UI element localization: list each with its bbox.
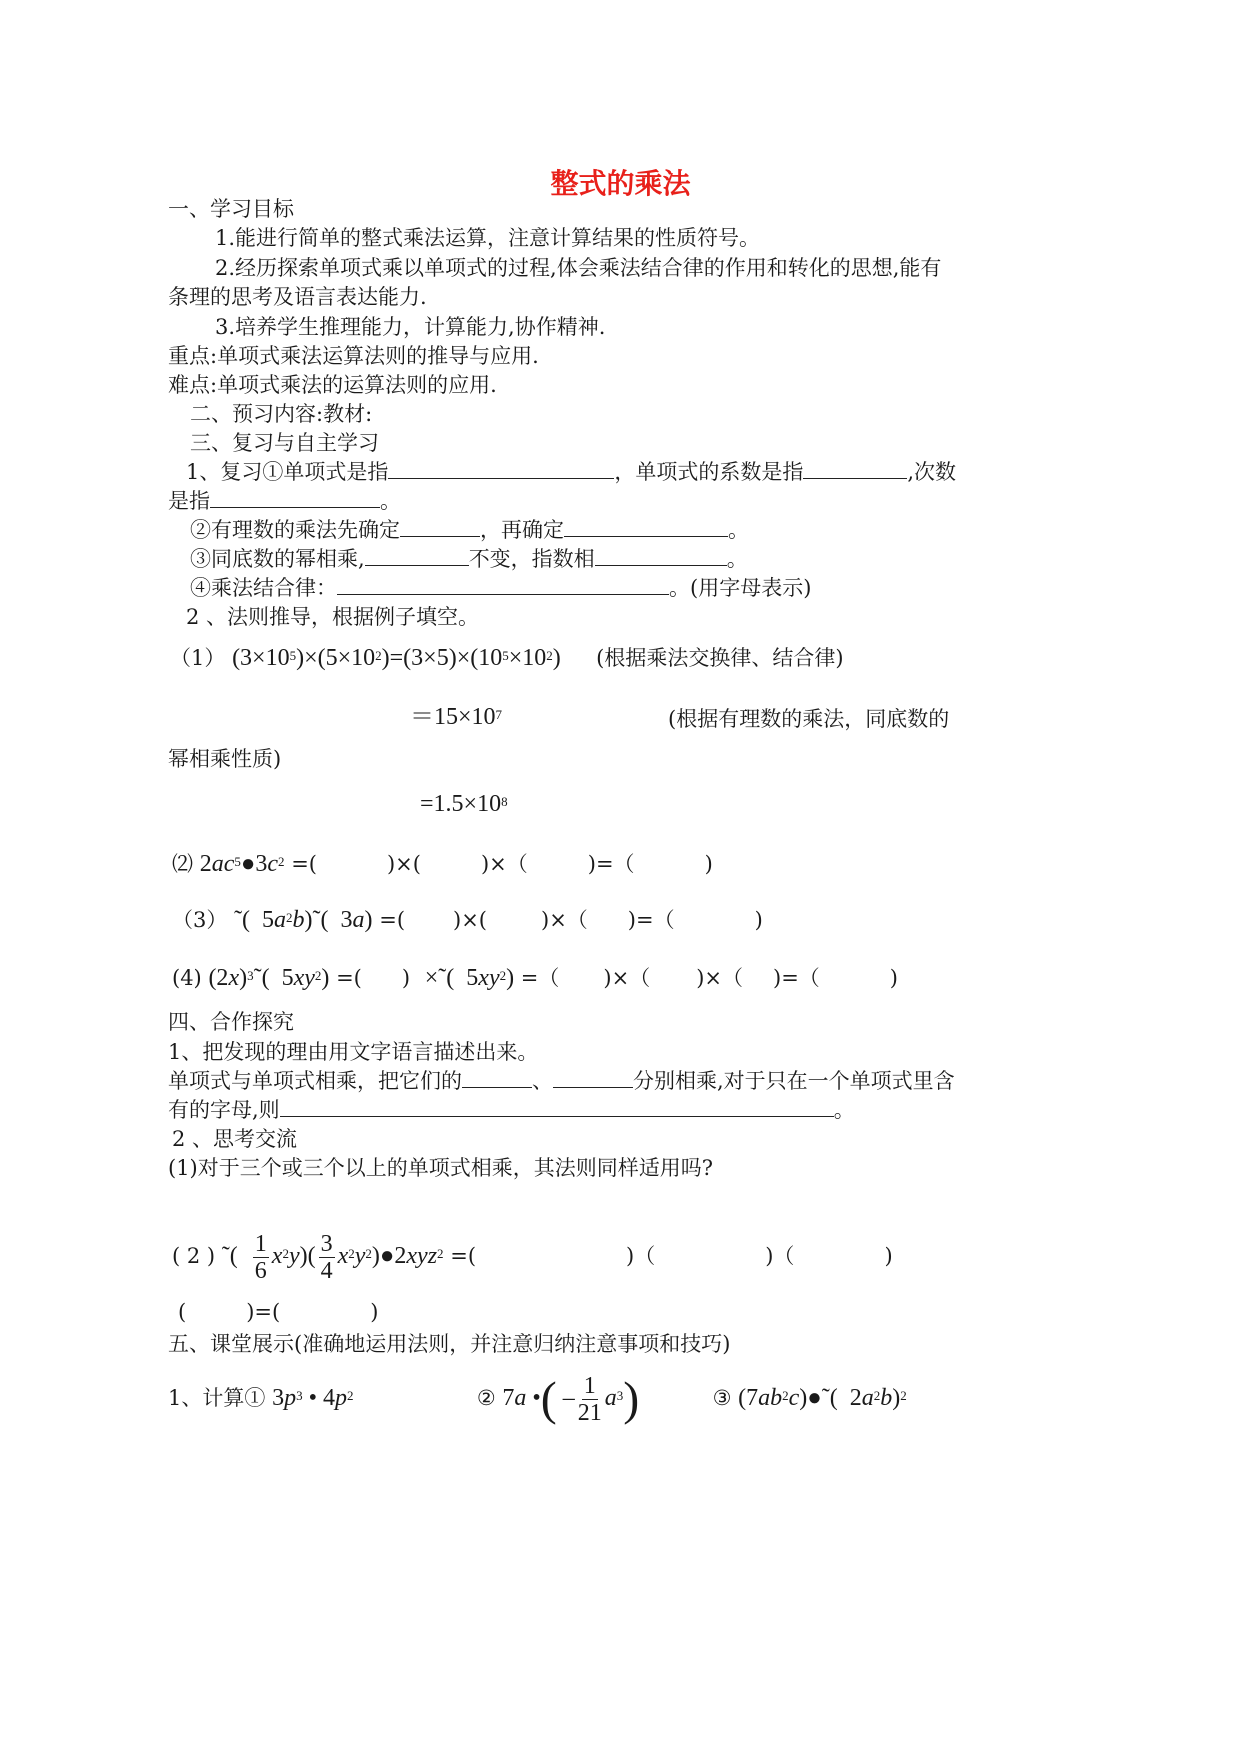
example-3: （3） ˜( $5a^2b)˜$( 3a) =( )×( )×（ )=（ ) (172, 907, 763, 933)
review-1e: 。 (380, 489, 401, 513)
blank-single-letter-rule[interactable] (280, 1096, 834, 1117)
example-1-formula: $(3\times 10^5)\times(5\times 10^2)=(3\times 5)\times(10^5\times 10^2)$ (232, 645, 561, 671)
calc-2-label: ② (476, 1386, 496, 1410)
calc-1-formula: $3p^3$ • $4p^2$ (272, 1385, 354, 1411)
example-1-step3: $=1.5\times 10^8$ (420, 791, 508, 817)
review-4a: ④乘法结合律： (190, 576, 337, 600)
explore-1: 1、把发现的理由用文字语言描述出来。 (168, 1040, 539, 1064)
review-3b: 不变，指数相 (468, 547, 595, 571)
fraction-one-twenty-first: $\frac{1}{21}$ (577, 1373, 602, 1426)
calc-3-formula: $(7ab^2c)●˜$( $2a^2b)^2$ (738, 1385, 907, 1411)
calc-exercises: 1、计算① $3p^3$ • $4p^2$ ② 7a •( – $\frac{1}{21}$ $a^3$) ③ $(7ab^2c)●˜$( $2a^2b)^2$ (168, 1372, 907, 1426)
example-4-formula: $(2x)^3˜$( $5xy^2$) (208, 965, 330, 991)
blank-same-letters[interactable] (553, 1067, 633, 1088)
example-1-step2-note-cont: 幂相乘性质) (168, 747, 282, 771)
example-1-step2-note: (根据有理数的乘法，同底数的 (668, 707, 950, 731)
example-2-formula: $2ac^5●3c^2$ (199, 851, 285, 877)
blank-base[interactable] (365, 545, 469, 566)
explore-3b: 。 (833, 1098, 855, 1122)
explore-2c: 分别相乘,对于只在一个单项式里含 (633, 1069, 955, 1093)
blank-value[interactable] (564, 516, 728, 537)
blank-associative-law[interactable] (337, 574, 669, 595)
section1-heading: 一、学习目标 (168, 197, 294, 221)
review-line-2 (190, 516, 749, 544)
review-1-degree: ,次数 (907, 460, 957, 484)
explore-rule-line (168, 1067, 955, 1095)
review-2b: ，再确定 (480, 518, 564, 542)
example-3-formula: ˜( $5a^2b)˜$( 3a) (234, 907, 373, 933)
explore-2b: 、 (532, 1069, 553, 1093)
review-line-3 (190, 545, 748, 573)
goal-3: 3.培养学生推理能力，计算能力,协作精神. (215, 315, 606, 339)
example-2: ⑵ $2ac^5●3c^2$ =( )×( )×（ )=（ ) (172, 851, 713, 877)
section4-heading: 四、合作探究 (168, 1010, 294, 1034)
review-1d: 是指 (168, 489, 210, 513)
goal-2: 2.经历探索单项式乘以单项式的过程,体会乘法结合律的作用和转化的思想,能有 (215, 256, 942, 280)
document-title: 整式的乘法 (550, 167, 691, 200)
section3-heading: 三、复习与自主学习 (190, 431, 379, 455)
rule-derivation: 2 、法则推导，根据例子填空。 (186, 605, 480, 629)
section2-heading: 二、预习内容:教材: (190, 402, 373, 426)
review-line-1-cont (168, 487, 401, 515)
calc-label: 1、计算① (168, 1386, 266, 1410)
review-1-label: 1、复习①单项式是指 (186, 460, 389, 484)
review-4b: 。(用字母表示) (669, 576, 812, 600)
review-line-1 (186, 458, 956, 486)
review-line-4 (190, 574, 811, 602)
think-q2: ( 2 ) ˜( $\frac{1}{6}$ $x^2y$)( $\frac{3}{4}$ $x^2y^2)●2xyz^2$ =( )（ )（ ) (172, 1231, 893, 1284)
blank-coefficients[interactable] (462, 1067, 532, 1088)
example-1-note: (根据乘法交换律、结合律) (596, 646, 844, 670)
goal-1: 1.能进行简单的整式乘法运算，注意计算结果的性质符号。 (215, 226, 761, 250)
review-2c: 。 (728, 518, 749, 542)
review-1-coef: ，单项式的系数是指 (614, 460, 804, 484)
blank-exponent[interactable] (595, 545, 727, 566)
calc-2-formula: 7a • (502, 1385, 541, 1411)
example-4-label: (4) (172, 966, 202, 990)
goal-2-cont: 条理的思考及语言表达能力. (168, 285, 427, 309)
blank-degree-def[interactable] (210, 487, 380, 508)
review-2a: ②有理数的乘法先确定 (190, 518, 400, 542)
difficult-point: 难点:单项式乘法的运算法则的应用. (168, 373, 497, 397)
think-q1: (1)对于三个或三个以上的单项式相乘，其法则同样适用吗? (168, 1156, 714, 1180)
example-2-label: ⑵ (172, 852, 193, 876)
explore-rule-line-2 (168, 1096, 855, 1124)
fraction-one-sixth: $\frac{1}{6}$ (254, 1231, 267, 1284)
explore-2a: 单项式与单项式相乘，把它们的 (168, 1069, 462, 1093)
key-point: 重点:单项式乘法运算法则的推导与应用. (168, 344, 539, 368)
section5-heading: 五、课堂展示(准确地运用法则，并注意归纳注意事项和技巧) (168, 1332, 731, 1356)
calc-3-label: ③ (712, 1386, 732, 1410)
review-3c: 。 (726, 547, 748, 571)
fraction-three-fourths: $\frac{3}{4}$ (320, 1231, 333, 1284)
think-q2-cont: ( )=( ) (178, 1300, 379, 1324)
explore-3a: 有的字母,则 (168, 1098, 280, 1122)
example-1 (170, 644, 844, 672)
review-3a: ③同底数的幂相乘, (190, 547, 365, 571)
example-4: (4) $(2x)^3˜$( $5xy^2$) =( ) ×˜( $5xy^2$) =（ )×（ )×（ )=（ ) (172, 965, 898, 991)
example-1-label: （1） (170, 646, 226, 670)
blank-monomial-def[interactable] (388, 458, 614, 479)
blank-sign[interactable] (400, 516, 480, 537)
blank-coefficient-def[interactable] (803, 458, 907, 479)
think-heading: 2 、思考交流 (172, 1127, 298, 1151)
example-3-label: （3） (172, 908, 228, 932)
example-1-step2: $=15\times 10^7$ (410, 704, 503, 730)
think-q2-label: ( 2 ) (172, 1244, 216, 1268)
